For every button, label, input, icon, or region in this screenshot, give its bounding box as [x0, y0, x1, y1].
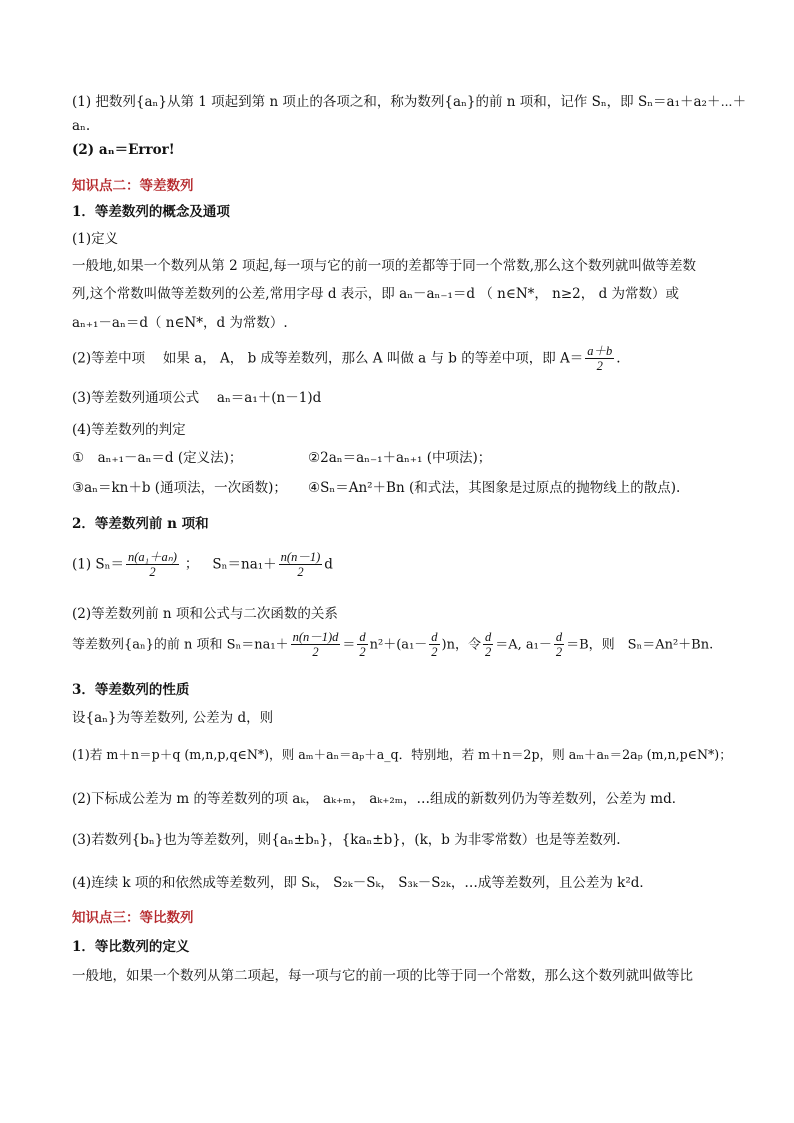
fraction-numerator: d [359, 630, 366, 644]
arithmetic-mean-text: (2)等差中项 如果 a， A， b 成等差数列，那么 A 叫做 a 与 b 的等差中项，即 A＝ [72, 350, 584, 367]
fraction-denominator: 2 [431, 645, 438, 660]
judgement-method-4: ④Sₙ＝An²＋Bn (和式法，其图象是过原点的抛物线上的散点). [308, 480, 681, 496]
fraction-numerator: d [431, 630, 438, 644]
sum-definition-line: (1) 把数列{aₙ}从第 1 项起到第 n 项止的各项之和，称为数列{aₙ}的前 n 项和，记作 Sₙ，即 Sₙ＝a₁＋a₂＋⋯＋ [72, 94, 747, 110]
fraction-numerator: n(n－1)d [292, 630, 339, 644]
relation-text: n²＋(a₁－ [369, 637, 428, 653]
fraction-denominator: 2 [297, 565, 304, 580]
fraction-denominator: 2 [149, 565, 156, 580]
section-title-geometric: 知识点三：等比数列 [72, 910, 194, 926]
heading-geometric-definition: 1．等比数列的定义 [72, 939, 190, 955]
property-intro: 设{aₙ}为等差数列, 公差为 d，则 [72, 710, 274, 726]
property-4: (4)连续 k 项的和依然成等差数列，即 Sₖ， S₂ₖ－Sₖ， S₃ₖ－S₂ₖ，…成等差数列，且公差为 k²d． [72, 875, 653, 891]
definition-text-3: aₙ₊₁－aₙ＝d（ n∈N*，d 为常数）. [72, 315, 288, 331]
sum-formula-1-prefix: (1) Sₙ＝ [72, 556, 125, 573]
relation-fraction-3 [429, 630, 439, 660]
sum-formula-2-fraction [279, 550, 323, 580]
definition-label: (1)定义 [72, 231, 119, 247]
sum-formulas-line [72, 550, 333, 580]
relation-fraction-5 [554, 630, 564, 660]
relation-fraction-2 [357, 630, 367, 660]
fraction-denominator: 2 [596, 359, 603, 374]
judgement-method-1: ① aₙ₊₁－aₙ＝d (定义法)； [72, 450, 243, 466]
relation-text: )n，令 [441, 637, 481, 653]
sum-quadratic-relation [72, 630, 713, 660]
judgement-method-2: ②2aₙ＝aₙ₋₁＋aₙ₊₁ (中项法)； [308, 450, 492, 466]
sum-formula-2-prefix: Sₙ＝na₁＋ [212, 556, 277, 573]
formula-separator: ； [184, 556, 199, 573]
sum-definition-line-end: aₙ. [72, 118, 91, 134]
geometric-definition-text: 一般地，如果一个数列从第二项起，每一项与它的前一项的比等于同一个常数，那么这个数列就叫做等比 [72, 968, 693, 984]
arithmetic-mean-fraction [585, 344, 614, 374]
fraction-numerator: a＋b [587, 344, 613, 358]
fraction-numerator: n(n－1) [280, 550, 321, 564]
property-3: (3)若数列{bₙ}也为等差数列，则{aₙ±bₙ}，{kaₙ±b}，(k，b 为非零常数）也是等差数列. [72, 832, 621, 848]
definition-text-1: 一般地,如果一个数列从第 2 项起,每一项与它的前一项的差都等于同一个常数,那么这个数列就叫做等差数 [72, 258, 697, 274]
fraction-denominator: 2 [555, 645, 563, 660]
fraction-numerator: d [484, 630, 492, 644]
property-1: (1)若 m＋n＝p＋q (m,n,p,q∈N*)，则 aₘ＋aₙ＝aₚ＋a_q．特别地，若 m＋n＝2p，则 aₘ＋aₙ＝2aₚ (m,n,p∈N*)； [72, 747, 732, 762]
arithmetic-mean-line [72, 344, 621, 374]
fraction-numerator: d [555, 630, 563, 644]
judgement-heading: (4)等差数列的判定 [72, 422, 186, 438]
relation-text: ＝A, a₁－ [495, 637, 552, 653]
heading-arithmetic-concept: 1．等差数列的概念及通项 [72, 204, 230, 220]
fraction-denominator: 2 [312, 645, 319, 660]
relation-text: 等差数列{aₙ}的前 n 项和 Sₙ＝na₁＋ [72, 637, 289, 653]
general-term-formula: (3)等差数列通项公式 aₙ＝a₁＋(n－1)d [72, 390, 322, 406]
fraction-denominator: 2 [484, 645, 492, 660]
sum-quadratic-heading: (2)等差数列前 n 项和公式与二次函数的关系 [72, 606, 338, 622]
fraction-denominator: 2 [359, 645, 366, 660]
definition-text-2: 列,这个常数叫做等差数列的公差,常用字母 d 表示，即 aₙ－aₙ₋₁＝d （ n∈N*， n≥2， d 为常数）或 [72, 286, 679, 302]
relation-fraction-4 [483, 630, 493, 660]
section-title-arithmetic: 知识点二：等差数列 [72, 178, 194, 194]
sum-formula-1-fraction [126, 550, 179, 580]
relation-text: ＝ [342, 637, 356, 653]
term-formula-line: (2) aₙ＝Error! [72, 142, 175, 158]
sum-formula-2-suffix: d [324, 556, 333, 573]
heading-arithmetic-sum: 2．等差数列前 n 项和 [72, 516, 209, 532]
fraction-numerator: n(a₁＋aₙ) [128, 550, 177, 564]
relation-fraction-1 [291, 630, 341, 660]
arithmetic-mean-end: . [616, 350, 621, 367]
heading-arithmetic-properties: 3．等差数列的性质 [72, 682, 190, 698]
property-2: (2)下标成公差为 m 的等差数列的项 aₖ， aₖ₊ₘ， aₖ₊₂ₘ，…组成的新数列仍为等差数列，公差为 md． [72, 791, 686, 807]
relation-text: ＝B，则 Sₙ＝An²＋Bn. [566, 637, 714, 653]
judgement-method-3: ③aₙ＝kn＋b (通项法，一次函数)； [72, 480, 287, 496]
